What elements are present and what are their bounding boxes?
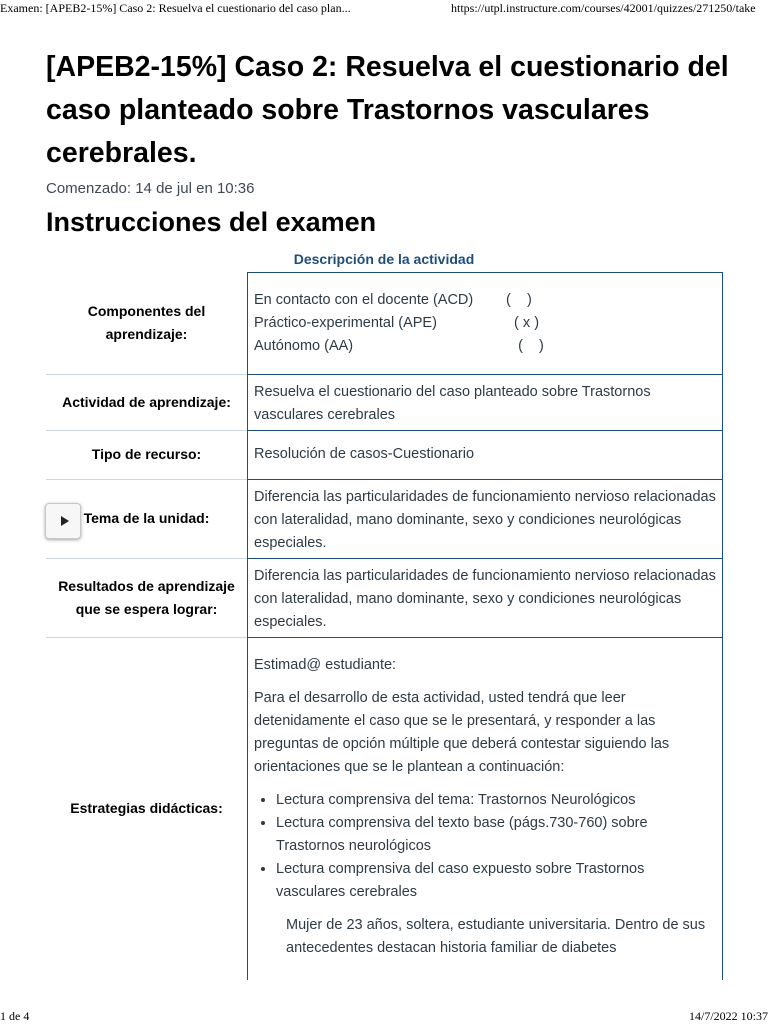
print-page-url: https://utpl.instructure.com/courses/42001/quizzes/271250/take [451,1,756,15]
results-label: Resultados de aprendizaje que se espera lograr: [46,558,248,637]
component-name: Práctico-experimental (APE) [254,315,437,331]
component-name: En contacto con el docente (ACD) [254,292,474,308]
components-value [248,273,723,375]
list-item: • Lectura comprensiva del texto base (págs.730-760) sobre Trastornos neurológicos [276,812,716,858]
print-footer [0,1009,768,1024]
case-text: Mujer de 23 años, soltera, estudiante universitaria. Dentro de sus antecedentes destacan historia familiar de diabetes [286,916,706,956]
resource-value: Resolución de casos-Cuestionario [248,430,723,479]
strategies-greeting: Estimad@ estudiante: [254,656,397,673]
instructions-heading: Instrucciones del examen [46,207,377,237]
strategies-value [248,637,723,980]
component-mark: ( ) [506,292,532,308]
results-value: Diferencia las particularidades de funcionamiento nervioso relacionadas con lateralidad, mano dominante, sexo y condiciones neurológicas especiales. [248,558,723,637]
theme-value: Diferencia las particularidades de funcionamiento nervioso relacionadas con lateralidad, mano dominante, sexo y condiciones neurológicas especiales. [248,479,723,558]
strategies-label: Estrategias didácticas: [46,637,248,980]
table-row [46,479,723,558]
component-line [254,335,716,358]
table-row [46,273,723,375]
print-page-title: Examen: [APEB2-15%] Caso 2: Resuelva el cuestionario del caso plan... [0,1,351,15]
activity-value: Resuelva el cuestionario del caso planteado sobre Trastornos vasculares cerebrales [248,374,723,430]
list-item: • Lectura comprensiva del tema: Trastornos Neurológicos [276,789,716,812]
list-item: • Lectura comprensiva del caso expuesto sobre Trastornos vasculares cerebrales [276,858,716,904]
quiz-started-time: Comenzado: 14 de jul en 10:36 [46,180,255,197]
table-row [46,374,723,430]
resource-label: Tipo de recurso: [46,430,248,479]
component-line [254,289,716,312]
table-row [46,637,723,980]
component-mark: ( x ) [506,315,540,331]
strategies-list [254,789,716,904]
theme-label: Tema de la unidad: [46,479,248,558]
activity-label: Actividad de aprendizaje: [46,374,248,430]
component-line [254,312,716,335]
quiz-title: [APEB2-15%] Caso 2: Resuelva el cuestionario del caso planteado sobre Trastornos vasculares cerebrales. [46,51,729,169]
page-number: 1 de 4 [0,1009,30,1023]
component-name: Autónomo (AA) [254,338,354,354]
activity-table-caption: Descripción de la actividad [293,251,475,267]
print-datetime: 14/7/2022 10:37 [688,1009,768,1023]
print-header [0,0,768,18]
component-mark: ( ) [506,338,544,354]
play-icon [61,516,69,526]
table-row [46,558,723,637]
table-row [46,430,723,479]
strategies-intro: Para el desarrollo de esta actividad, usted tendrá que leer detenidamente el caso que se le presentará, y responder a las preguntas de opción múltiple que deberá contestar siguiendo las orientaciones que se le plantean a continuación: [254,689,670,775]
activity-description-table [46,272,723,980]
play-button[interactable] [45,503,81,539]
components-label: Componentes del aprendizaje: [87,303,206,342]
